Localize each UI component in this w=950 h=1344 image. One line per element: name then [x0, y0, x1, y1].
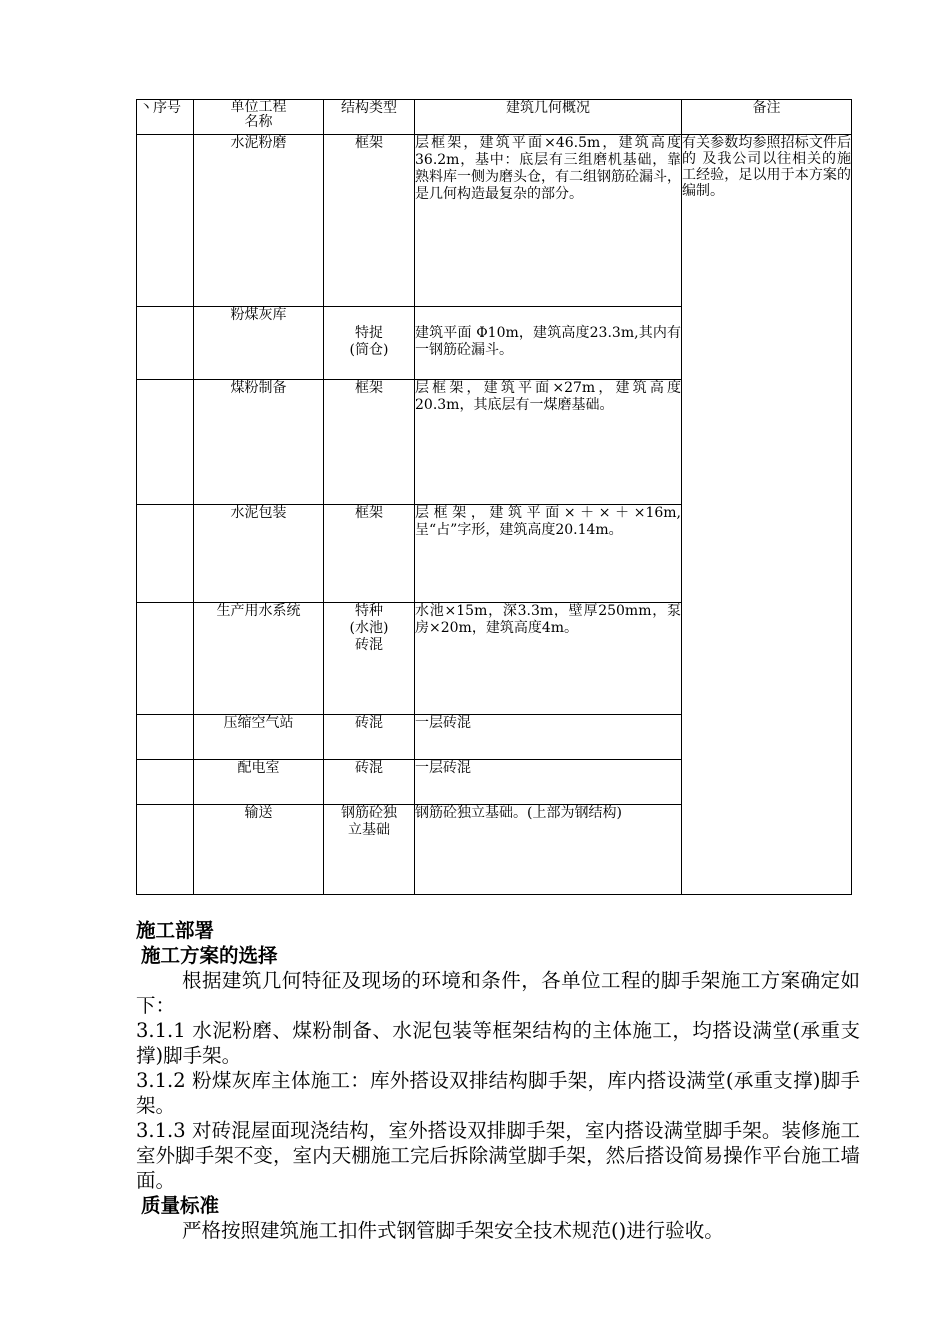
- row-name-cell: [194, 135, 324, 307]
- row-desc-cell: [415, 380, 682, 505]
- row-type-line: 特种: [355, 603, 383, 619]
- row-name: 压缩空气站: [223, 715, 294, 731]
- header-desc: 建筑几何概况: [415, 100, 682, 135]
- row-desc: 层框架，建筑平面×46.5m，建筑高度36.2m，基中：底层有三组磨机基础，靠熟料库一侧为磨头仓，有二组钢筋砼漏斗，是几何构造最复杂的部分。: [415, 135, 681, 202]
- row-name-cell: [194, 505, 324, 603]
- row-type-line: 砖混: [355, 760, 383, 776]
- subsection-heading: 质量标准: [141, 1194, 220, 1217]
- row-name-cell: [194, 805, 324, 895]
- row-desc-cell: [415, 715, 682, 760]
- row-name: 煤粉制备: [230, 380, 287, 396]
- row-desc-cell: [415, 603, 682, 715]
- row-name: 配电室: [237, 760, 280, 776]
- row-type-cell: [324, 805, 415, 895]
- row-desc-cell: [415, 760, 682, 805]
- row-name: 生产用水系统: [216, 603, 301, 619]
- row-desc: 建筑平面 Φ10m，建筑高度23.3m,其内有一钢筋砼漏斗。: [415, 325, 681, 358]
- row-type-line: 立基础: [348, 822, 390, 838]
- row-desc: 一层砖混: [415, 760, 471, 776]
- row-desc-cell: [415, 135, 682, 307]
- subsection-heading: 施工方案的选择: [141, 944, 278, 967]
- row-desc: 钢筋砼独立基础。(上部为钢结构): [415, 805, 622, 821]
- row-name-cell: [194, 760, 324, 805]
- row-type-cell: [324, 505, 415, 603]
- table-header-row: [137, 100, 852, 135]
- table-row: [137, 135, 852, 307]
- row-seq-cell: [137, 380, 194, 505]
- row-type-line: (水池): [349, 620, 389, 636]
- row-desc: 层框架，建筑平面×27m，建筑高度20.3m，其底层有一煤磨基础。: [415, 380, 681, 413]
- row-seq-cell: [137, 505, 194, 603]
- row-name-cell: [194, 380, 324, 505]
- row-type-cell: [324, 603, 415, 715]
- paragraph: 严格按照建筑施工扣件式钢管脚手架安全技术规范()进行验收。: [182, 1219, 724, 1242]
- row-type-line: (筒仓): [349, 342, 389, 358]
- header-type: 结构类型: [324, 100, 415, 135]
- row-name-cell: [194, 715, 324, 760]
- header-name-line2: 名称: [244, 114, 273, 130]
- header-name-line1: 单位工程: [230, 99, 287, 115]
- note-text: 有关参数均参照招标文件后的 及我公司以往相关的施工经验，足以用于本方案的编制。: [682, 135, 851, 199]
- row-type-line: 框架: [355, 505, 383, 521]
- row-seq-cell: [137, 715, 194, 760]
- row-desc-cell: [415, 805, 682, 895]
- row-desc: 层框架，建筑平面×＋×＋×16m,呈“占”字形，建筑高度20.14m。: [415, 505, 681, 538]
- row-seq-cell: [137, 805, 194, 895]
- note-cell: [682, 135, 852, 895]
- section-heading: 施工部署: [136, 919, 215, 942]
- row-name: 粉煤灰库: [230, 307, 287, 323]
- list-item: 3.1.2 粉煤灰库主体施工：库外搭设双排结构脚手架，库内搭设满堂(承重支撑)脚手架。: [136, 1069, 860, 1117]
- header-name: [194, 100, 324, 135]
- row-type-line: 框架: [355, 380, 383, 396]
- row-name: 水泥粉磨: [230, 135, 287, 151]
- row-name-cell: [194, 603, 324, 715]
- row-desc-cell: [415, 505, 682, 603]
- row-type-cell: [324, 715, 415, 760]
- row-name-cell: [194, 307, 324, 380]
- row-desc-cell: [415, 307, 682, 380]
- row-type-cell: [324, 380, 415, 505]
- row-name: 输送: [244, 805, 273, 821]
- row-seq-cell: [137, 603, 194, 715]
- row-type-cell: [324, 135, 415, 307]
- row-desc: 水池×15m，深3.3m，壁厚250mm，泵房×20m，建筑高度4m。: [415, 603, 681, 636]
- row-type-line: 砖混: [355, 637, 383, 653]
- row-type-cell: [324, 760, 415, 805]
- header-note: 备注: [682, 100, 852, 135]
- row-desc: 一层砖混: [415, 715, 471, 731]
- row-seq-cell: [137, 760, 194, 805]
- row-name: 水泥包装: [230, 505, 287, 521]
- project-table: [136, 99, 852, 895]
- row-type-line: 特捉: [355, 325, 383, 341]
- list-item: 3.1.3 对砖混屋面现浇结构，室外搭设双排脚手架，室内搭设满堂脚手架。装修施工室外脚手架不变，室内天棚施工完后拆除满堂脚手架，然后搭设简易操作平台施工墙面。: [136, 1119, 860, 1192]
- row-type-cell: [324, 307, 415, 380]
- paragraph: 根据建筑几何特征及现场的环境和条件，各单位工程的脚手架施工方案确定如下：: [136, 969, 860, 1017]
- list-item: 3.1.1 水泥粉磨、煤粉制备、水泥包装等框架结构的主体施工，均搭设满堂(承重支撑)脚手架。: [136, 1019, 860, 1067]
- row-seq-cell: [137, 135, 194, 307]
- row-type-line: 砖混: [355, 715, 383, 731]
- row-seq-cell: [137, 307, 194, 380]
- header-seq: 丶序号: [137, 100, 194, 135]
- row-type-line: 钢筋砼独: [341, 805, 397, 821]
- row-type-line: 框架: [355, 135, 383, 151]
- body-text: [136, 918, 860, 1243]
